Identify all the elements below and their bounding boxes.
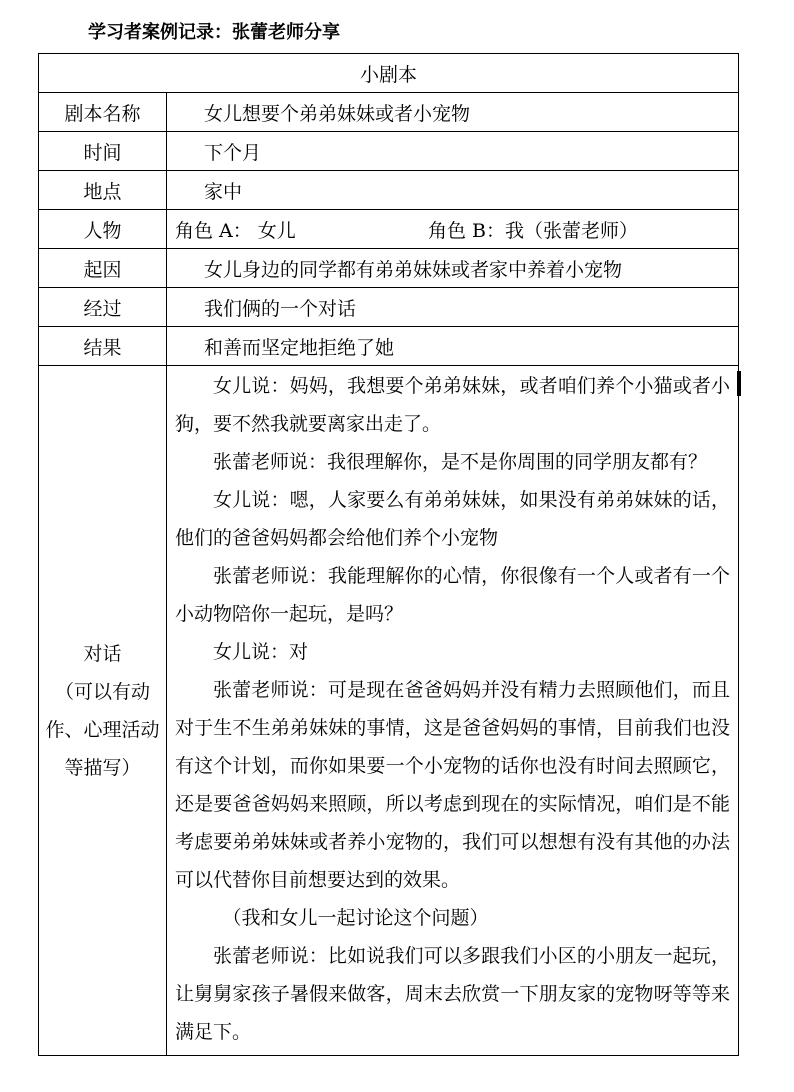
row-value-process: 我们俩的一个对话 — [167, 288, 739, 327]
dialogue-paragraph: 张蕾老师说：比如说我们可以多跟我们小区的小朋友一起玩，让舅舅家孩子暑假来做客，周末去欣赏一下朋友家的宠物呀等等来满足下。 — [175, 945, 731, 1043]
row-value-place: 家中 — [167, 171, 739, 210]
table-header-row — [39, 54, 739, 93]
table-row — [39, 210, 739, 249]
dialogue-paragraph: 女儿说：嗯，人家要么有弟弟妹妹，如果没有弟弟妹妹的话，他们的爸爸妈妈都会给他们养个小宠物 — [175, 489, 731, 549]
row-label-result: 结果 — [39, 327, 167, 366]
dialogue-paragraph: 张蕾老师说：我能理解你的心情，你很像有一个人或者有一个小动物陪你一起玩，是吗？ — [175, 565, 731, 625]
dialogue-aside: （我和女儿一起讨论这个问题） — [222, 907, 489, 929]
row-value-result: 和善而坚定地拒绝了她 — [167, 327, 739, 366]
row-label-process: 经过 — [39, 288, 167, 327]
dialogue-label-line: 对话 — [83, 642, 122, 665]
dialogue-paragraph: 女儿说：妈妈，我想要个弟弟妹妹，或者咱们养个小猫或者小狗，要不然我就要离家出走了。 — [175, 375, 731, 435]
dialogue-paragraph: 女儿说：对 — [213, 641, 309, 663]
table-row — [39, 171, 739, 210]
table-row — [39, 288, 739, 327]
row-value-time: 下个月 — [167, 132, 739, 171]
row-value-characters — [167, 210, 739, 249]
role-a: 角色 A： 女儿 — [175, 219, 296, 242]
table-row — [39, 249, 739, 288]
row-label-characters: 人物 — [39, 210, 167, 249]
dialogue-content — [167, 366, 739, 1056]
dialogue-paragraph: 张蕾老师说：可是现在爸爸妈妈并没有精力去照顾他们，而且对于生不生弟弟妹妹的事情，这是爸爸妈妈的事情，目前我们也没有这个计划，而你如果要一个小宠物的话你也没有时间去照顾它，还是要爸爸妈妈来照顾，所以考虑到现在的实际情况，咱们是不能考虑要弟弟妹妹或者养小宠物的，我们可以想想有没有其他的办法可以代替你目前想要达到的效果。 — [175, 679, 731, 891]
row-value-cause: 女儿身边的同学都有弟弟妹妹或者家中养着小宠物 — [167, 249, 739, 288]
text-cursor-mark — [737, 371, 741, 396]
table-row — [39, 327, 739, 366]
dialogue-paragraph: 张蕾老师说：我很理解你，是不是你周围的同学朋友都有？ — [213, 451, 708, 473]
dialogue-label-line: 等描写） — [64, 756, 141, 779]
row-label-dialogue — [39, 366, 167, 1056]
document-title: 学习者案例记录：张蕾老师分享 — [88, 22, 340, 43]
table-row — [39, 132, 739, 171]
dialogue-label-line: （可以有动 — [54, 680, 150, 703]
row-label-script-name: 剧本名称 — [39, 93, 167, 132]
script-table — [38, 53, 739, 1056]
row-label-place: 地点 — [39, 171, 167, 210]
row-label-time: 时间 — [39, 132, 167, 171]
row-label-cause: 起因 — [39, 249, 167, 288]
dialogue-row — [39, 366, 739, 1056]
table-header: 小剧本 — [39, 54, 739, 93]
role-b: 角色 B：我（张蕾老师） — [428, 219, 639, 242]
row-value-script-name: 女儿想要个弟弟妹妹或者小宠物 — [167, 93, 739, 132]
table-row — [39, 93, 739, 132]
dialogue-label-line: 作、心理活动 — [45, 718, 160, 741]
